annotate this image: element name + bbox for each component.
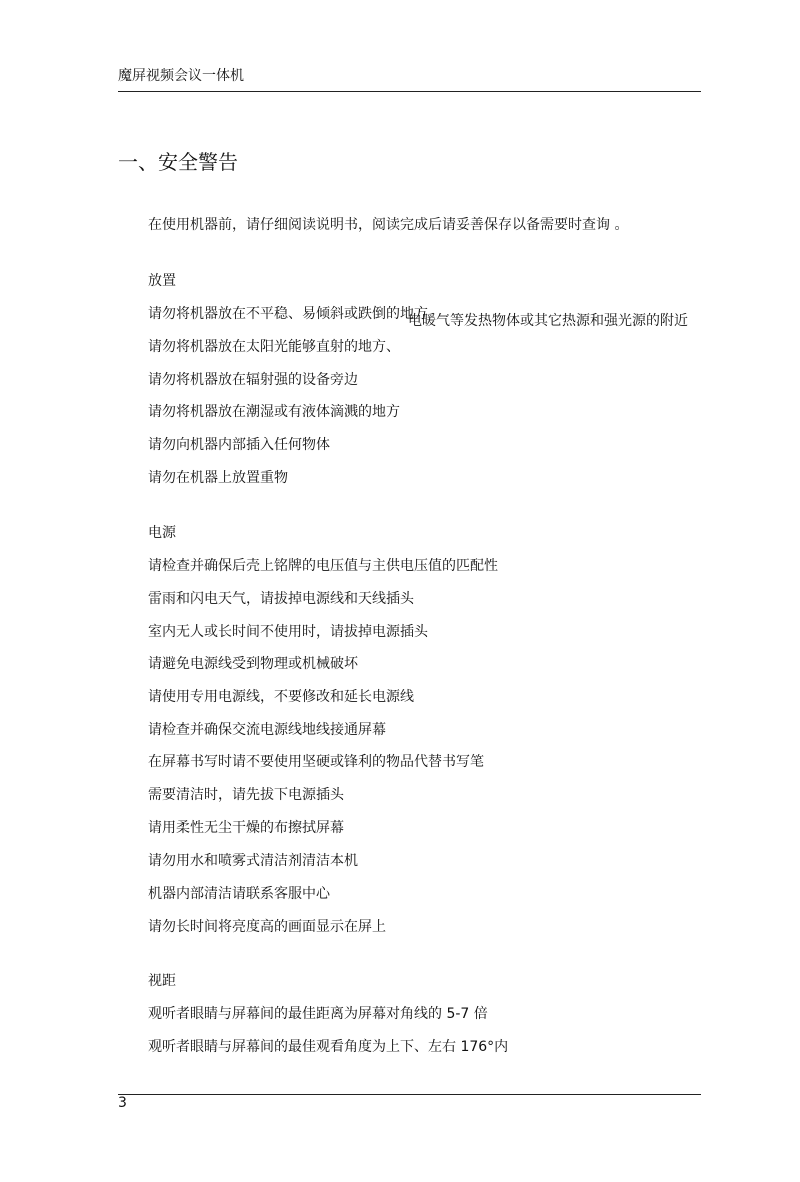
power-item: 请勿长时间将亮度高的画面显示在屏上 <box>148 919 386 935</box>
power-item: 机器内部清洁请联系客服中心 <box>148 886 330 902</box>
power-item: 请避免电源线受到物理或机械破坏 <box>148 656 358 672</box>
placement-item: 请勿将机器放在潮湿或有液体滴溅的地方 <box>148 404 400 420</box>
viewing-item: 观听者眼睛与屏幕间的最佳观看角度为上下、左右 176°内 <box>148 1039 509 1055</box>
power-item: 在屏幕书写时请不要使用坚硬或锋利的物品代替书写笔 <box>148 754 484 770</box>
placement-item: 请勿在机器上放置重物 <box>148 470 288 486</box>
power-item: 请勿用水和喷雾式清洁剂清洁本机 <box>148 853 358 869</box>
header-divider <box>118 91 701 92</box>
placement-item: 请勿向机器内部插入任何物体 <box>148 437 330 453</box>
placement-item-overlap: 电暖气等发热物体或其它热源和强光源的附近 <box>408 313 688 329</box>
footer-divider <box>118 1094 701 1095</box>
page-number: 3 <box>118 1095 127 1111</box>
power-item: 雷雨和闪电天气，请拔掉电源线和天线插头 <box>148 591 414 607</box>
section-heading: 一、安全警告 <box>118 150 238 174</box>
power-title: 电源 <box>148 525 176 541</box>
viewing-title: 视距 <box>148 973 176 989</box>
power-item: 需要清洁时，请先拔下电源插头 <box>148 787 344 803</box>
header-title: 魔屏视频会议一体机 <box>118 68 244 84</box>
placement-title: 放置 <box>148 273 176 289</box>
power-item: 请检查并确保交流电源线地线接通屏幕 <box>148 722 386 738</box>
power-item: 室内无人或长时间不使用时，请拔掉电源插头 <box>148 624 428 640</box>
power-item: 请使用专用电源线，不要修改和延长电源线 <box>148 689 414 705</box>
viewing-item: 观听者眼睛与屏幕间的最佳距离为屏幕对角线的 5-7 倍 <box>148 1006 488 1022</box>
placement-item: 请勿将机器放在不平稳、易倾斜或跌倒的地方 <box>148 306 428 322</box>
placement-item: 请勿将机器放在辐射强的设备旁边 <box>148 372 358 388</box>
placement-item: 请勿将机器放在太阳光能够直射的地方、 <box>148 339 400 355</box>
power-item: 请检查并确保后壳上铭牌的电压值与主供电压值的匹配性 <box>148 558 498 574</box>
power-item: 请用柔性无尘干燥的布擦拭屏幕 <box>148 820 344 836</box>
intro-paragraph: 在使用机器前，请仔细阅读说明书，阅读完成后请妥善保存以备需要时查询 。 <box>148 217 629 233</box>
